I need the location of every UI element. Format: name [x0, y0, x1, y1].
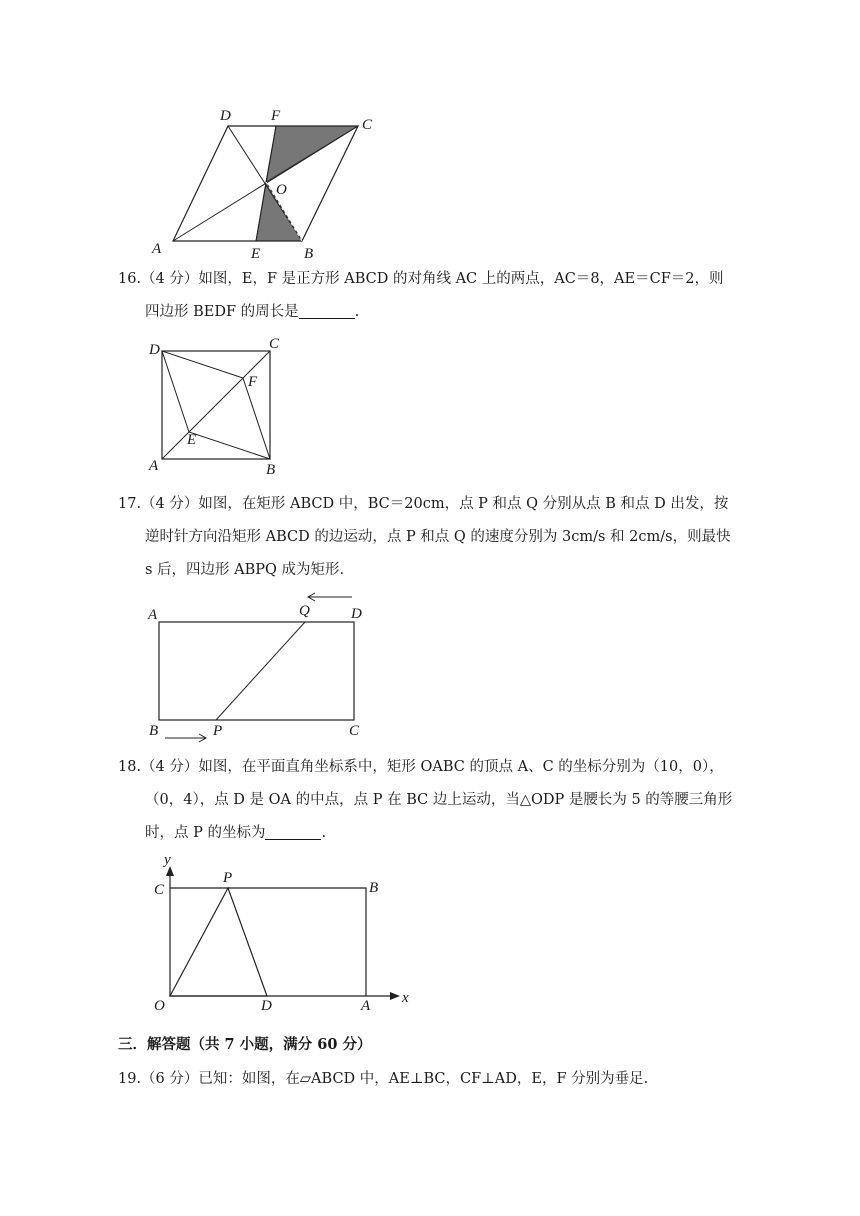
figure-15 [140, 100, 400, 265]
label-c: C [154, 882, 165, 898]
question-18-line-2: （0，4），点 D 是 OA 的中点，点 P 在 BC 边上运动，当△ODP 是腰长为 5 的等腰三角形 [145, 792, 733, 808]
figure-18 [140, 852, 420, 1012]
label-d: D [149, 342, 160, 358]
figure-15-svg [140, 100, 400, 265]
x-axis-arrow [390, 992, 400, 1000]
figure-18-svg [140, 852, 420, 1012]
label-b: B [266, 462, 276, 478]
question-18-line-1: 18.（4 分）如图，在平面直角坐标系中，矩形 OABC 的顶点 A、C 的坐标分别为（10，0）， [118, 759, 724, 775]
question-17 [118, 488, 758, 587]
label-p: P [213, 723, 223, 739]
figure-17-svg [140, 590, 380, 750]
section-3-heading: 三．解答题（共 7 小题，满分 60 分） [118, 1036, 372, 1053]
label-c: C [362, 117, 373, 133]
label-o: O [154, 998, 165, 1014]
answer-blank-16[interactable] [299, 302, 355, 319]
question-18-end: . [321, 825, 327, 841]
diagonal-ac [162, 351, 270, 459]
triangle-odp [170, 888, 267, 996]
label-d: D [261, 998, 272, 1014]
figure-16 [140, 332, 300, 482]
label-b: B [304, 246, 314, 262]
segment-pq [216, 622, 305, 720]
label-y: y [164, 852, 171, 868]
question-16-end: . [354, 304, 360, 320]
question-19-line-1: 19.（6 分）已知：如图，在▱ABCD 中，AE⊥BC，CF⊥AD，E，F 分别为垂足. [118, 1071, 649, 1087]
question-17-line-1: 17.（4 分）如图，在矩形 ABCD 中，BC＝20cm，点 P 和点 Q 分别从点 B 和点 D 出发，按 [118, 496, 729, 512]
label-f: F [271, 108, 281, 124]
label-e: E [251, 246, 261, 262]
label-d: D [220, 108, 231, 124]
label-a: A [149, 458, 159, 474]
question-17-line-2: 逆时针方向沿矩形 ABCD 的边运动，点 P 和点 Q 的速度分别为 3cm/s 和 2cm/s，则最快 [145, 529, 731, 545]
answer-blank-18[interactable] [265, 823, 321, 840]
figure-17 [140, 590, 380, 750]
question-16-line-1: 16.（4 分）如图，E，F 是正方形 ABCD 的对角线 AC 上的两点，AC＝8，AE＝CF＝2，则 [118, 271, 724, 287]
question-18-text: 时，点 P 的坐标为 [145, 825, 266, 841]
question-18-line-3 [118, 817, 758, 850]
question-16 [118, 263, 758, 329]
label-x: x [402, 990, 409, 1006]
question-16-text: 四边形 BEDF 的周长是 [145, 304, 299, 320]
label-b: B [149, 723, 159, 739]
rectangle-abcd [159, 622, 354, 720]
figure-16-svg [140, 332, 300, 482]
question-16-line-2 [118, 296, 758, 329]
question-17-line-3: s 后，四边形 ABPQ 成为矩形. [145, 562, 345, 578]
label-b: B [369, 880, 379, 896]
label-a: A [152, 241, 162, 257]
label-p: P [223, 870, 233, 886]
label-q: Q [299, 603, 310, 619]
label-c: C [269, 336, 280, 352]
question-19 [118, 1063, 758, 1096]
label-a: A [148, 607, 158, 623]
label-a: A [361, 998, 371, 1014]
label-c: C [349, 723, 360, 739]
label-o: O [276, 182, 287, 198]
label-d: D [351, 606, 362, 622]
label-e: E [187, 432, 197, 448]
question-18 [118, 751, 758, 850]
label-f: F [248, 374, 258, 390]
